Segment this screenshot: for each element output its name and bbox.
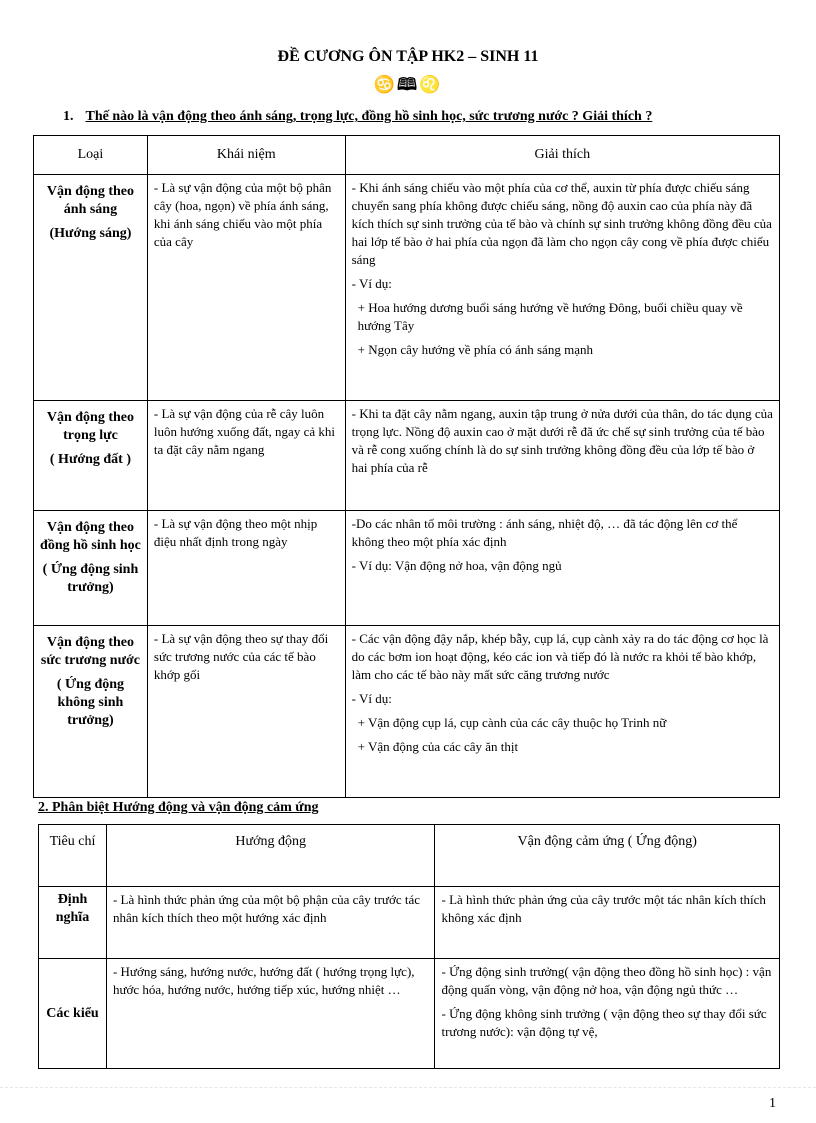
table-row xyxy=(39,887,780,959)
explain-text: + Hoa hướng dương buổi sáng hướng về hướng Đông, buổi chiều quay về hướng Tây xyxy=(357,300,743,333)
header-tropism: Hướng động xyxy=(106,825,435,887)
table-row xyxy=(39,959,780,1069)
type-label: Vận động theo sức trương nước xyxy=(40,635,140,668)
explain-text: + Vận động cụp lá, cụp cành của các cây thuộc họ Trinh nữ xyxy=(357,715,667,730)
row-criterion: Định nghĩa xyxy=(39,887,107,959)
type-sublabel: ( Ứng động sinh trưởng) xyxy=(42,562,139,595)
row-concept: - Là sự vận động theo sự thay đổi sức trương nước của các tế bào khớp gối xyxy=(147,626,345,798)
row-concept: - Là sự vận động theo một nhịp điệu nhất định trong ngày xyxy=(147,511,345,626)
type-sublabel: (Hướng sáng) xyxy=(49,226,132,241)
movement-types-table xyxy=(33,135,780,798)
row-explain xyxy=(345,401,779,511)
question-2-heading: 2. Phân biệt Hướng động và vận động cảm ứng xyxy=(38,800,319,815)
table-row xyxy=(34,175,780,401)
tropism-text: - Hướng sáng, hướng nước, hướng đất ( hướng trọng lực), hước hóa, hướng nước, hướng tiếp xúc, hướng nhiệt … xyxy=(112,964,415,997)
explain-text: -Do các nhân tố môi trường : ánh sáng, nhiệt độ, … đã tác động lên cơ thể không theo một phía xác định xyxy=(351,516,738,549)
header-concept: Khái niệm xyxy=(147,136,345,175)
header-criterion: Tiêu chí xyxy=(39,825,107,887)
table-row xyxy=(34,626,780,798)
nastic-text: - Ứng động sinh trưởng( vận động theo đồng hồ sinh học) : vận động quấn vòng, vận động nở hoa, vận động ngủ thức … xyxy=(441,964,772,997)
explain-text: - Ví dụ: Vận động nở hoa, vận động ngủ xyxy=(351,558,562,573)
row-explain xyxy=(345,626,779,798)
row-tropism xyxy=(106,887,435,959)
explain-text: - Khi ta đặt cây nằm ngang, auxin tập trung ở nửa dưới của thân, do tác dụng của trọng lực. Nồng độ auxin cao ở mặt dưới rễ đã ức chế sự sinh trưởng của tế bào và rễ cong xuống chính là do sự sinh trưởng không đồng đều của lớp tế bào ở hai phía của rễ xyxy=(351,406,773,475)
type-label: Vận động theo ánh sáng xyxy=(46,184,135,217)
question-1-number: 1. xyxy=(63,109,74,124)
explain-text: - Các vận động đậy nắp, khép bẫy, cụp lá, cụp cành xảy ra do tác động cơ học là do các bơm ion hoạt động, kéo các ion và tiếp đó là nước ra khỏi tế bào khớp, làm cho các tế bào này mất sức căng trương nước xyxy=(351,631,769,682)
page-divider xyxy=(0,1087,816,1088)
document-title: ĐỀ CƯƠNG ÔN TẬP HK2 – SINH 11 xyxy=(277,48,539,65)
nastic-text: - Ứng động không sinh trưởng ( vận động theo sự thay đổi sức trương nước): vận động tự vệ, xyxy=(441,1006,767,1039)
table-header-row xyxy=(39,825,780,887)
page-number: 1 xyxy=(769,1096,776,1111)
row-concept: - Là sự vận động của rễ cây luôn luôn hướng xuống đất, ngay cả khi ta đặt cây nằm ngang xyxy=(147,401,345,511)
row-nastic xyxy=(435,959,780,1069)
header-explain: Giải thích xyxy=(345,136,779,175)
header-nastic: Vận động cảm ứng ( Ứng động) xyxy=(435,825,780,887)
row-tropism xyxy=(106,959,435,1069)
row-explain xyxy=(345,175,779,401)
row-explain xyxy=(345,511,779,626)
question-1-text: Thế nào là vận động theo ánh sáng, trọng lực, đồng hồ sinh học, sức trương nước ? Giải thích ? xyxy=(85,109,653,124)
type-label: Vận động theo đồng hồ sinh học xyxy=(40,520,141,553)
row-type xyxy=(34,626,148,798)
row-nastic xyxy=(435,887,780,959)
question-1-heading xyxy=(63,109,652,125)
explain-text: + Vận động của các cây ăn thịt xyxy=(357,739,519,754)
type-sublabel: ( Hướng đất ) xyxy=(49,452,131,467)
row-type xyxy=(34,175,148,401)
row-criterion: Các kiểu xyxy=(39,959,107,1069)
nastic-text: - Là hình thức phản ứng của cây trước một tác nhân kích thích không xác định xyxy=(441,892,766,925)
type-sublabel: ( Ứng động không sinh trưởng) xyxy=(56,677,125,728)
tropism-vs-nastic-table xyxy=(38,824,780,1069)
tropism-text: - Là hình thức phản ứng của một bộ phận của cây trước tác nhân kích thích theo một hướng xác định xyxy=(112,892,420,925)
ornament-icon: ♋🕮♌ xyxy=(373,75,443,94)
row-concept: - Là sự vận động của một bộ phân cây (hoa, ngọn) về phía ánh sáng, khi ánh sáng chiếu vào một phía của cây xyxy=(147,175,345,401)
row-type xyxy=(34,511,148,626)
table-header-row xyxy=(34,136,780,175)
explain-text: + Ngọn cây hướng về phía có ánh sáng mạnh xyxy=(357,342,593,357)
type-label: Vận động theo trọng lực xyxy=(46,410,135,443)
explain-text: - Ví dụ: xyxy=(351,276,392,291)
explain-text: - Ví dụ: xyxy=(351,691,392,706)
row-type xyxy=(34,401,148,511)
explain-text: - Khi ánh sáng chiếu vào một phía của cơ thể, auxin từ phía được chiếu sáng chuyển sang phía không được chiếu sáng, nồng độ auxin cao của phía này đã kích thích sự sinh trưởng của tế bào và chính sự sinh trưởng không đồng đều của hai lớp tế bào ở hai phía của ngọn đã làm cho ngọn cây cong về phía được chiếu sáng xyxy=(351,180,772,267)
table-row xyxy=(34,511,780,626)
header-type: Loại xyxy=(34,136,148,175)
table-row xyxy=(34,401,780,511)
